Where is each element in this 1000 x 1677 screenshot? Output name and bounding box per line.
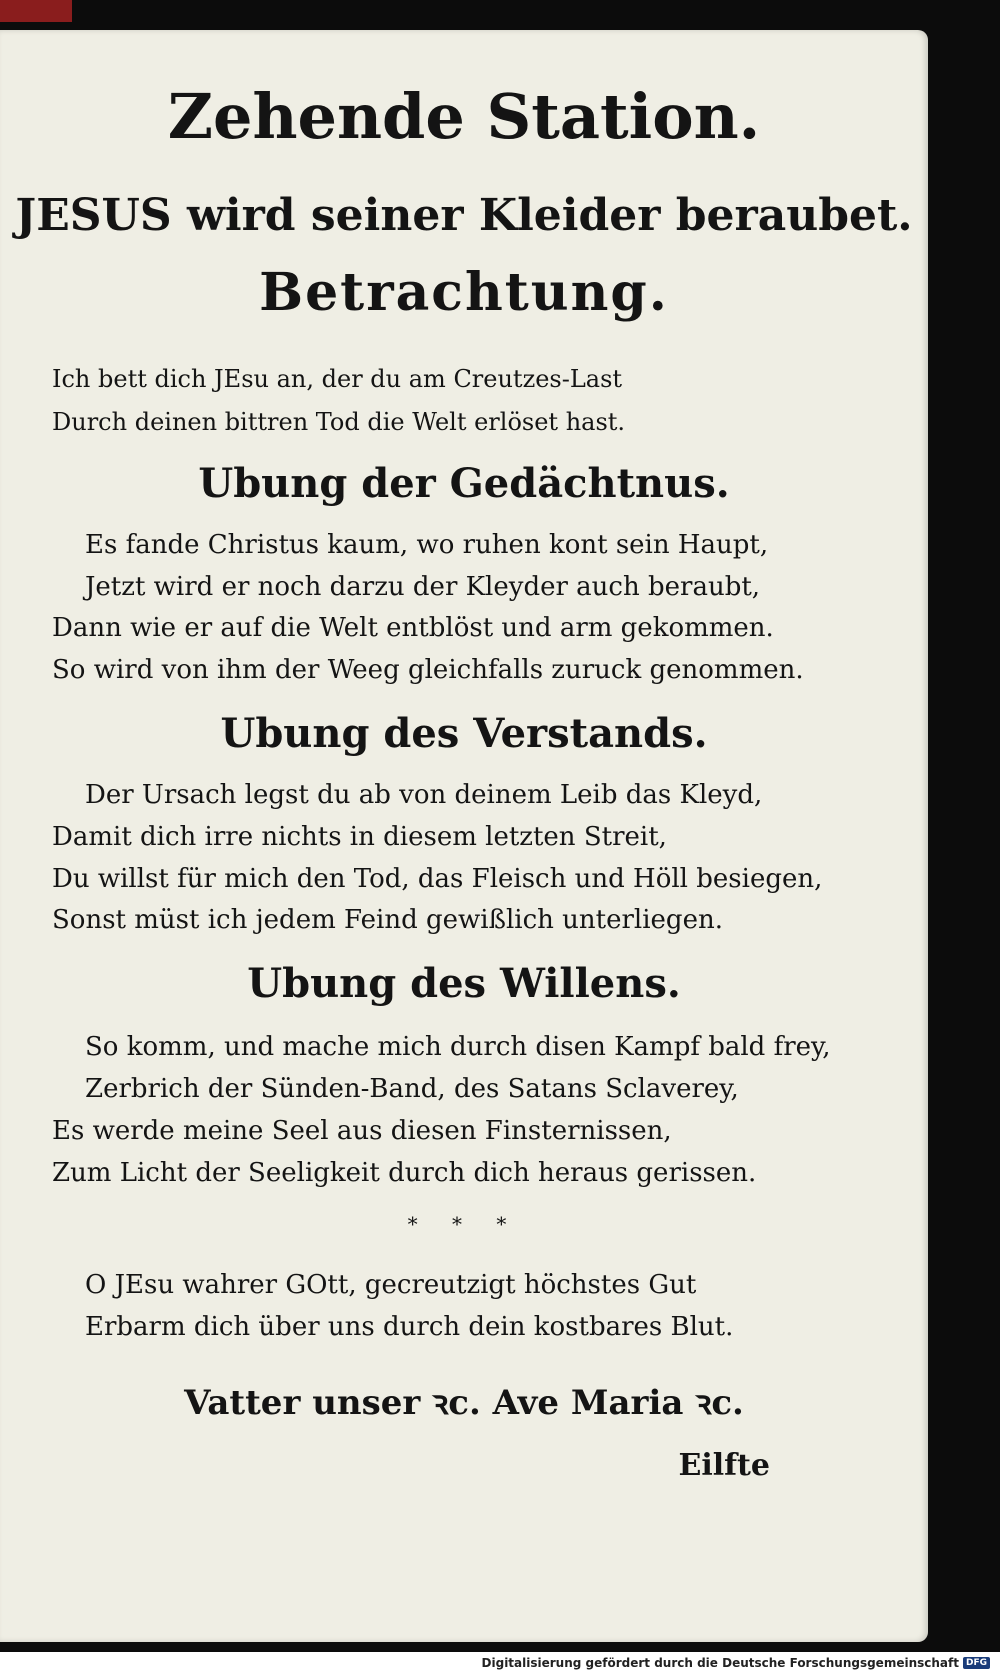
section-heading-gedaechtnus: Ubung der Gedächtnus.	[198, 460, 730, 507]
section-heading-verstand: Ubung des Verstands.	[220, 710, 708, 757]
verse-line: So komm, und mache mich durch disen Kampf bald frey,	[85, 1032, 831, 1062]
verse-line: Du willst für mich den Tod, das Fleisch und Höll besiegen,	[52, 864, 823, 894]
prayer-line: Erbarm dich über uns durch dein kostbares Blut.	[85, 1312, 734, 1342]
section-heading-betrachtung: Betrachtung.	[259, 262, 669, 323]
book-page	[0, 30, 928, 1642]
prayer-line: O JEsu wahrer GOtt, gecreutzigt höchstes Gut	[85, 1270, 697, 1300]
verse-line: Der Ursach legst du ab von deinem Leib das Kleyd,	[85, 780, 763, 810]
ornament: * * *	[407, 1212, 521, 1236]
verse-line: Ich bett dich JEsu an, der du am Creutzes-Last	[52, 365, 623, 393]
verse-line: Zerbrich der Sünden-Band, des Satans Sclaverey,	[85, 1074, 739, 1104]
footer-text: Digitalisierung gefördert durch die Deutsche Forschungsgemeinschaft	[481, 1656, 959, 1670]
catchword: Eilfte	[678, 1448, 770, 1483]
section-heading-willen: Ubung des Willens.	[247, 960, 681, 1007]
page-subtitle: JESUS wird seiner Kleider beraubet.	[15, 190, 913, 241]
verse-line: Es werde meine Seel aus diesen Finsternissen,	[52, 1116, 672, 1146]
binding-edge	[0, 0, 72, 22]
page-title: Zehende Station.	[167, 80, 761, 153]
closing-line: Vatter unser ꝛc. Ave Maria ꝛc.	[184, 1383, 744, 1423]
verse-line: Jetzt wird er noch darzu der Kleyder auch beraubt,	[85, 572, 761, 602]
verse-line: Damit dich irre nichts in diesem letzten Streit,	[52, 822, 667, 852]
verse-line: So wird von ihm der Weeg gleichfalls zuruck genommen.	[52, 655, 804, 685]
verse-line: Sonst müst ich jedem Feind gewißlich unterliegen.	[52, 905, 723, 935]
verse-line: Zum Licht der Seeligkeit durch dich heraus gerissen.	[52, 1158, 757, 1188]
verse-line: Durch deinen bittren Tod die Welt erlöset hast.	[52, 408, 626, 436]
verse-line: Es fande Christus kaum, wo ruhen kont sein Haupt,	[85, 530, 769, 560]
digitization-footer	[482, 1656, 990, 1670]
dfg-logo-icon: DFG	[963, 1657, 990, 1669]
verse-line: Dann wie er auf die Welt entblöst und arm gekommen.	[52, 613, 774, 643]
